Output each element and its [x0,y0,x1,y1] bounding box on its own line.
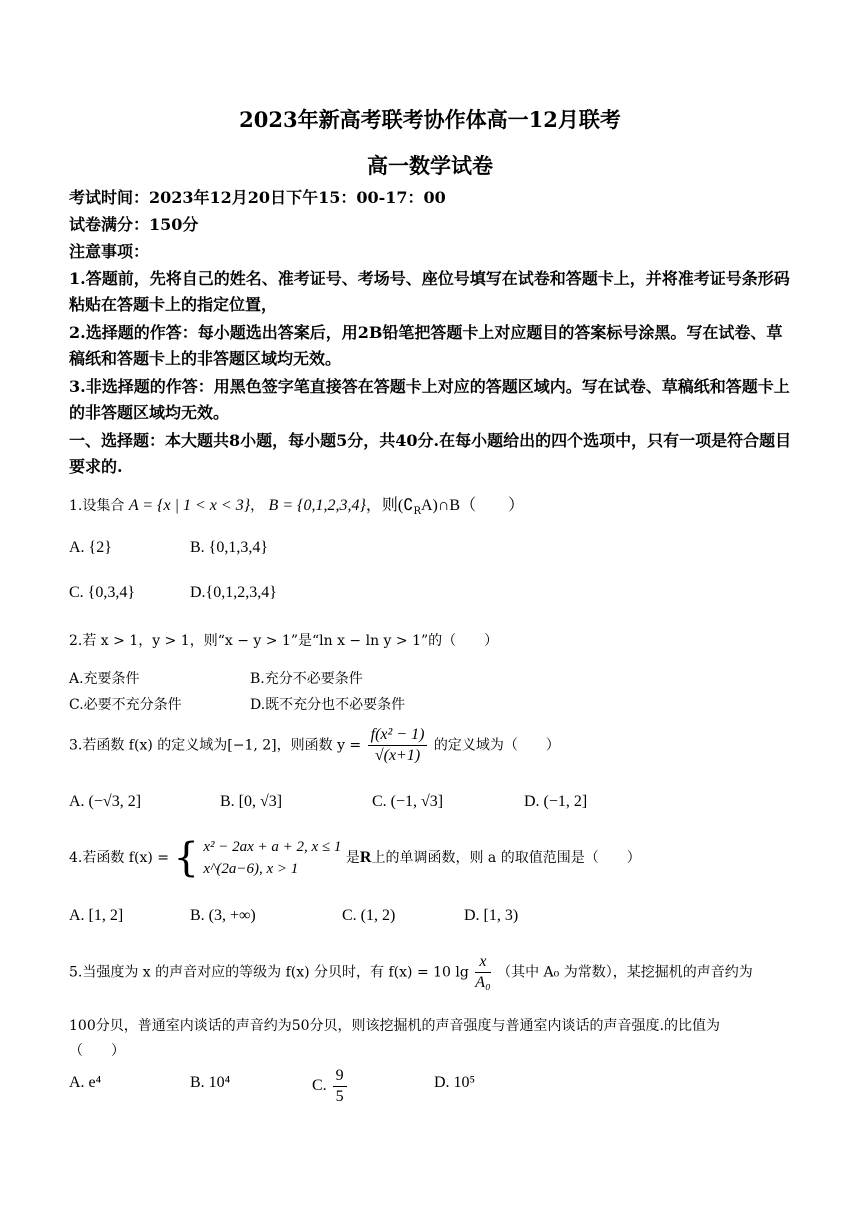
q3-option-a: A. (−√3, 2] [69,793,142,810]
question-5-line-3: （ ） [69,1043,125,1059]
q5-line1-post: （其中 A₀ 为常数），某挖掘机的声音约为 [497,964,753,981]
q1-ask: ，则(∁ [365,497,414,514]
q5-option-b: B. 10⁴ [190,1074,231,1091]
notice-1: 1.答题前，先将自己的姓名、准考证号、考场号、座位号填写在试卷和答题卡上，并将准考证号条形码粘贴在答题卡上的指定位置， [69,269,790,314]
exam-score: 试卷满分：150分 [69,215,199,234]
q4-option-d: D. [1, 3) [464,907,519,924]
q5-option-c [312,1066,349,1107]
q5-option-c-label: C. [312,1077,327,1095]
q2-option-b: B.充分不必要条件 [250,671,363,687]
q3-denominator: √(x+1) [374,747,421,764]
q3-suffix: 的定义域为（ ） [433,737,560,754]
q4-case-2: x^(2a−6), x > 1 [203,861,299,877]
q2-option-d: D.既不充分也不必要条件 [250,697,406,713]
q5-frac-num: x [475,952,490,973]
q3-option-d: D. (−1, 2] [524,793,588,810]
q5-option-c-den: 5 [335,1088,344,1105]
q1-ask-end: A)∩B（ ） [420,497,525,514]
q1-set-a: A = {x | 1 < x < 3} [128,497,251,514]
q4-cases [203,836,341,880]
notice-heading: 注意事项： [69,242,150,261]
q1-option-d: D.{0,1,2,3,4} [190,584,277,601]
q3-numerator: f(x² − 1) [368,725,428,746]
q1-option-a: A. {2} [69,539,112,556]
exam-time: 考试时间：2023年12月20日下午15：00-17：00 [69,188,446,207]
q2-option-a: A.充要条件 [69,671,140,687]
q3-prefix: 3.若函数 f(x) 的定义域为[−1, 2]，则函数 y = [69,737,362,754]
question-2: 2.若 x > 1，y > 1，则“x − y > 1”是“ln x − ln y > 1”的（ ） [69,633,499,649]
q1-ask-sub: R [413,505,421,517]
q4-option-c: C. (1, 2) [342,907,396,924]
q4-brace: { [173,835,199,881]
q5-frac-den: A₀ [475,974,491,991]
notice-3: 3.非选择题的作答：用黑色签字笔直接答在答题卡上对应的答题区域内。写在试卷、草稿纸和答题卡上的非答题区域均无效。 [69,377,790,422]
q5-option-c-fraction [333,1066,347,1107]
section-heading: 一、选择题：本大题共8小题，每小题5分，共40分.在每小题给出的四个选项中，只有一项是符合题目要求的. [69,431,792,476]
q4-suffix-pre: 是 [345,850,360,866]
q5-option-c-num: 9 [333,1066,347,1087]
q1-prefix: 1.设集合 [69,498,125,514]
q4-option-b: B. (3, +∞) [190,907,256,924]
notice-2: 2.选择题的作答：每小题选出答案后，用2B铅笔把答题卡上对应题目的答案标号涂黑。写在试卷、草稿纸和答题卡上的非答题区域均无效。 [69,323,783,368]
q3-option-c: C. (−1, √3] [372,793,444,810]
q4-prefix: 4.若函数 f(x) = [69,850,169,866]
q1-set-b: B = {0,1,2,3,4} [268,497,366,514]
q4-suffix-r: R [359,849,372,866]
q3-fraction [368,725,428,766]
q4-option-a: A. [1, 2] [69,907,124,924]
q5-line1-pre: 5.当强度为 x 的声音对应的等级为 f(x) 分贝时，有 f(x) = 10 lg [69,964,469,981]
q4-suffix-post: 上的单调函数，则 a 的取值范围是（ ） [371,850,641,866]
question-5-line-1 [69,952,794,993]
q1-option-b: B. {0,1,3,4} [190,539,269,556]
q5-option-a: A. e⁴ [69,1074,102,1091]
exam-title: 2023年新高考联考协作体高一12月联考 [239,107,621,132]
question-5-line-2: 100分贝，普通室内谈话的声音约为50分贝，则该挖掘机的声音强度与普通室内谈话的声音强度.的比值为 [69,1018,720,1034]
question-1: 1.设集合 A = {x | 1 < x < 3}， B = {0,1,2,3,4}，则$(∁_RA)\cap B$（ ） [69,497,525,517]
q3-option-b: B. [0, √3] [220,793,283,810]
q5-option-d: D. 10⁵ [434,1074,476,1091]
q5-fraction [475,952,490,993]
q1-option-c: C. {0,3,4} [69,584,136,601]
question-3 [69,725,560,766]
q4-case-1: x² − 2ax + a + 2, x ≤ 1 [203,839,342,855]
exam-subtitle: 高一数学试卷 [367,153,493,178]
q2-option-c: C.必要不充分条件 [69,697,182,713]
question-4 [69,836,641,880]
